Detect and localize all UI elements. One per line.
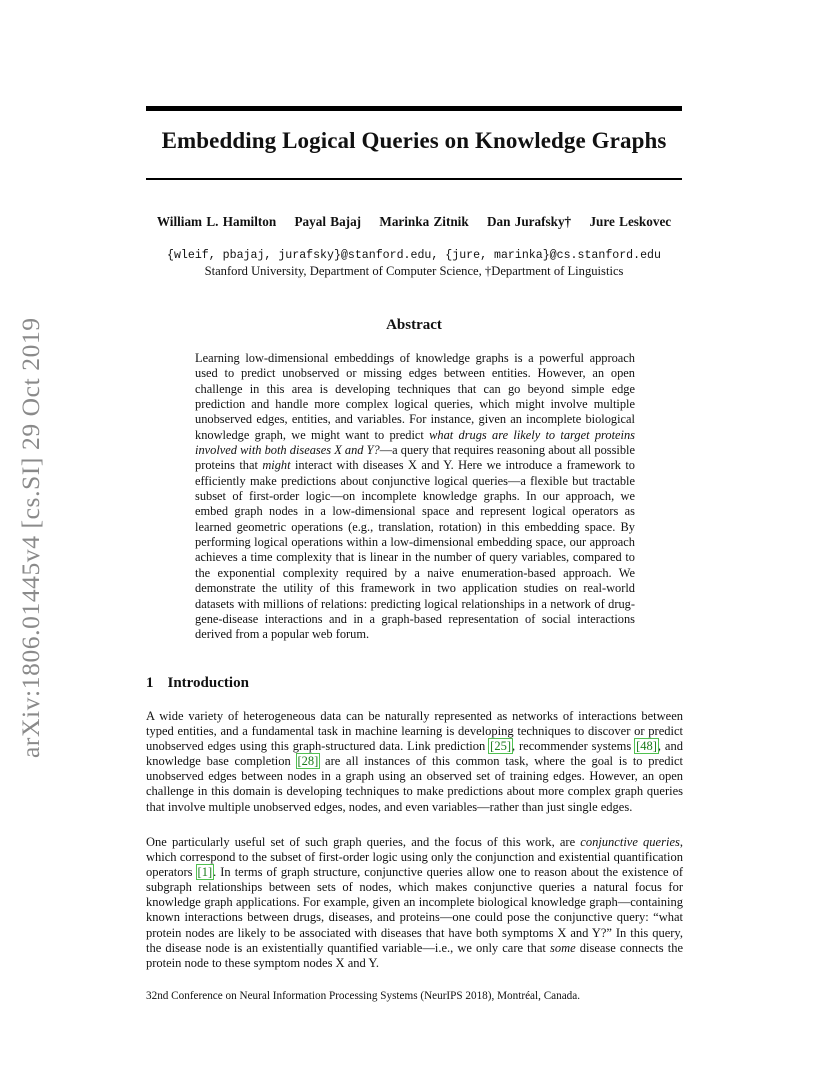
- author: Marinka Zitnik: [379, 214, 469, 229]
- arxiv-stamp: arXiv:1806.01445v4 [cs.SI] 29 Oct 2019: [16, 317, 45, 758]
- paragraph-emphasis: conjunctive queries: [580, 835, 680, 849]
- paragraph-text: disease connects the protein node to these symptom nodes X and Y.: [146, 940, 683, 970]
- paper-title: Embedding Logical Queries on Knowledge Graphs: [161, 128, 667, 153]
- abstract-heading: Abstract: [386, 317, 442, 333]
- citation-link[interactable]: [28]: [297, 754, 319, 769]
- abstract-body: [195, 351, 635, 643]
- author: Payal Bajaj: [294, 214, 362, 229]
- conference-footnote: 32nd Conference on Neural Information Processing Systems (NeurIPS 2018), Montréal, Canada.: [146, 990, 581, 1002]
- title-rule-top: [146, 106, 682, 111]
- section-heading: [146, 675, 249, 692]
- author: William L. Hamilton: [156, 214, 277, 229]
- author: Dan Jurafsky†: [486, 214, 572, 229]
- paragraph-text: , which correspond to the subset of first-order logic using only the conjunction and existential quantification operators: [146, 835, 683, 880]
- paragraph-text: , recommender systems: [512, 739, 636, 754]
- paragraph-text: . In terms of graph structure, conjunctive queries allow one to reason about the existence of subgraph relationships between sets of nodes, which makes conjunctive queries a natural focus for knowledge graph applications. For example, given an incomplete biological knowledge graph—containing known interactions between drugs, diseases, and proteins—one could pose the conjunctive query: “what protein nodes are likely to be associated with diseases that have both symptoms X and Y?” In this query, the disease node is an existentially quantified variable—i.e., we only care that: [146, 865, 683, 955]
- citation-link[interactable]: [48]: [636, 739, 657, 754]
- abstract-text: interact with diseases X and Y. Here we introduce a framework to efficiently make predictions about conjunctive logical queries—a flexible but tractable subset of first-order logic—on incomplete knowledge graphs. In our approach, we embed graph nodes in a low-dimensional space and represent logical operators as learned geometric operations (e.g., translation, rotation) in this embedding space. By performing logical operations within a low-dimensional embedding space, our approach achieves a time complexity that is linear in the number of query variables, compared to the exponential complexity required by a naive enumeration-based approach. We demonstrate the utility of this framework in two application studies on real-world datasets with millions of relations: predicting logical relationships in a network of drug-gene-disease interactions and in a graph-based representation of social interactions derived from a popular web forum.: [195, 458, 635, 642]
- paragraph-text: , and knowledge base completion: [146, 739, 683, 769]
- author-list: [146, 214, 682, 230]
- author: Jure Leskovec: [589, 214, 672, 229]
- abstract-text: —a query that requires reasoning about all possible proteins that: [195, 443, 635, 473]
- title-rule-bottom: [146, 178, 682, 180]
- abstract-emphasis: might: [262, 458, 291, 473]
- abstract-emphasis: what drugs are likely to target proteins involved with both diseases X and Y?: [195, 427, 635, 458]
- intro-paragraph-2: [146, 835, 683, 971]
- paragraph-emphasis: some: [549, 940, 576, 955]
- paragraph-text: A wide variety of heterogeneous data can be naturally represented as networks of interactions between typed entities, and a fundamental task in machine learning is developing techniques to discover or predict unobserved edges using this graph-structured data. Link prediction: [146, 709, 683, 754]
- citation-link[interactable]: [1]: [197, 865, 213, 880]
- author-emails: {wleif, pbajaj, jurafsky}@stanford.edu, {jure, marinka}@cs.stanford.edu: [167, 249, 661, 262]
- abstract-text: Learning low-dimensional embeddings of knowledge graphs is a powerful approach used to predict unobserved or missing edges between entities. However, an open challenge in this area is developing techniques that can go beyond simple edge prediction and handle more complex logical queries, which might involve multiple unobserved edges, entities, and variables. For instance, given an incomplete biological knowledge graph, we might want to predict: [195, 351, 635, 442]
- section-number: 1: [146, 675, 154, 691]
- citation-link[interactable]: [25]: [490, 739, 511, 754]
- paragraph-text: are all instances of this common task, where the goal is to predict unobserved edges between nodes in a graph using an observed set of training edges. However, an open challenge in this domain is developing techniques to make predictions about more complex graph queries that involve multiple unobserved edges, nodes, and even variables—rather than just single edges.: [146, 754, 683, 814]
- author-affiliation: Stanford University, Department of Computer Science, †Department of Linguistics: [204, 264, 624, 278]
- section-title: Introduction: [167, 675, 249, 691]
- intro-paragraph-1: [146, 709, 683, 815]
- paragraph-text: One particularly useful set of such graph queries, and the focus of this work, are: [146, 835, 581, 849]
